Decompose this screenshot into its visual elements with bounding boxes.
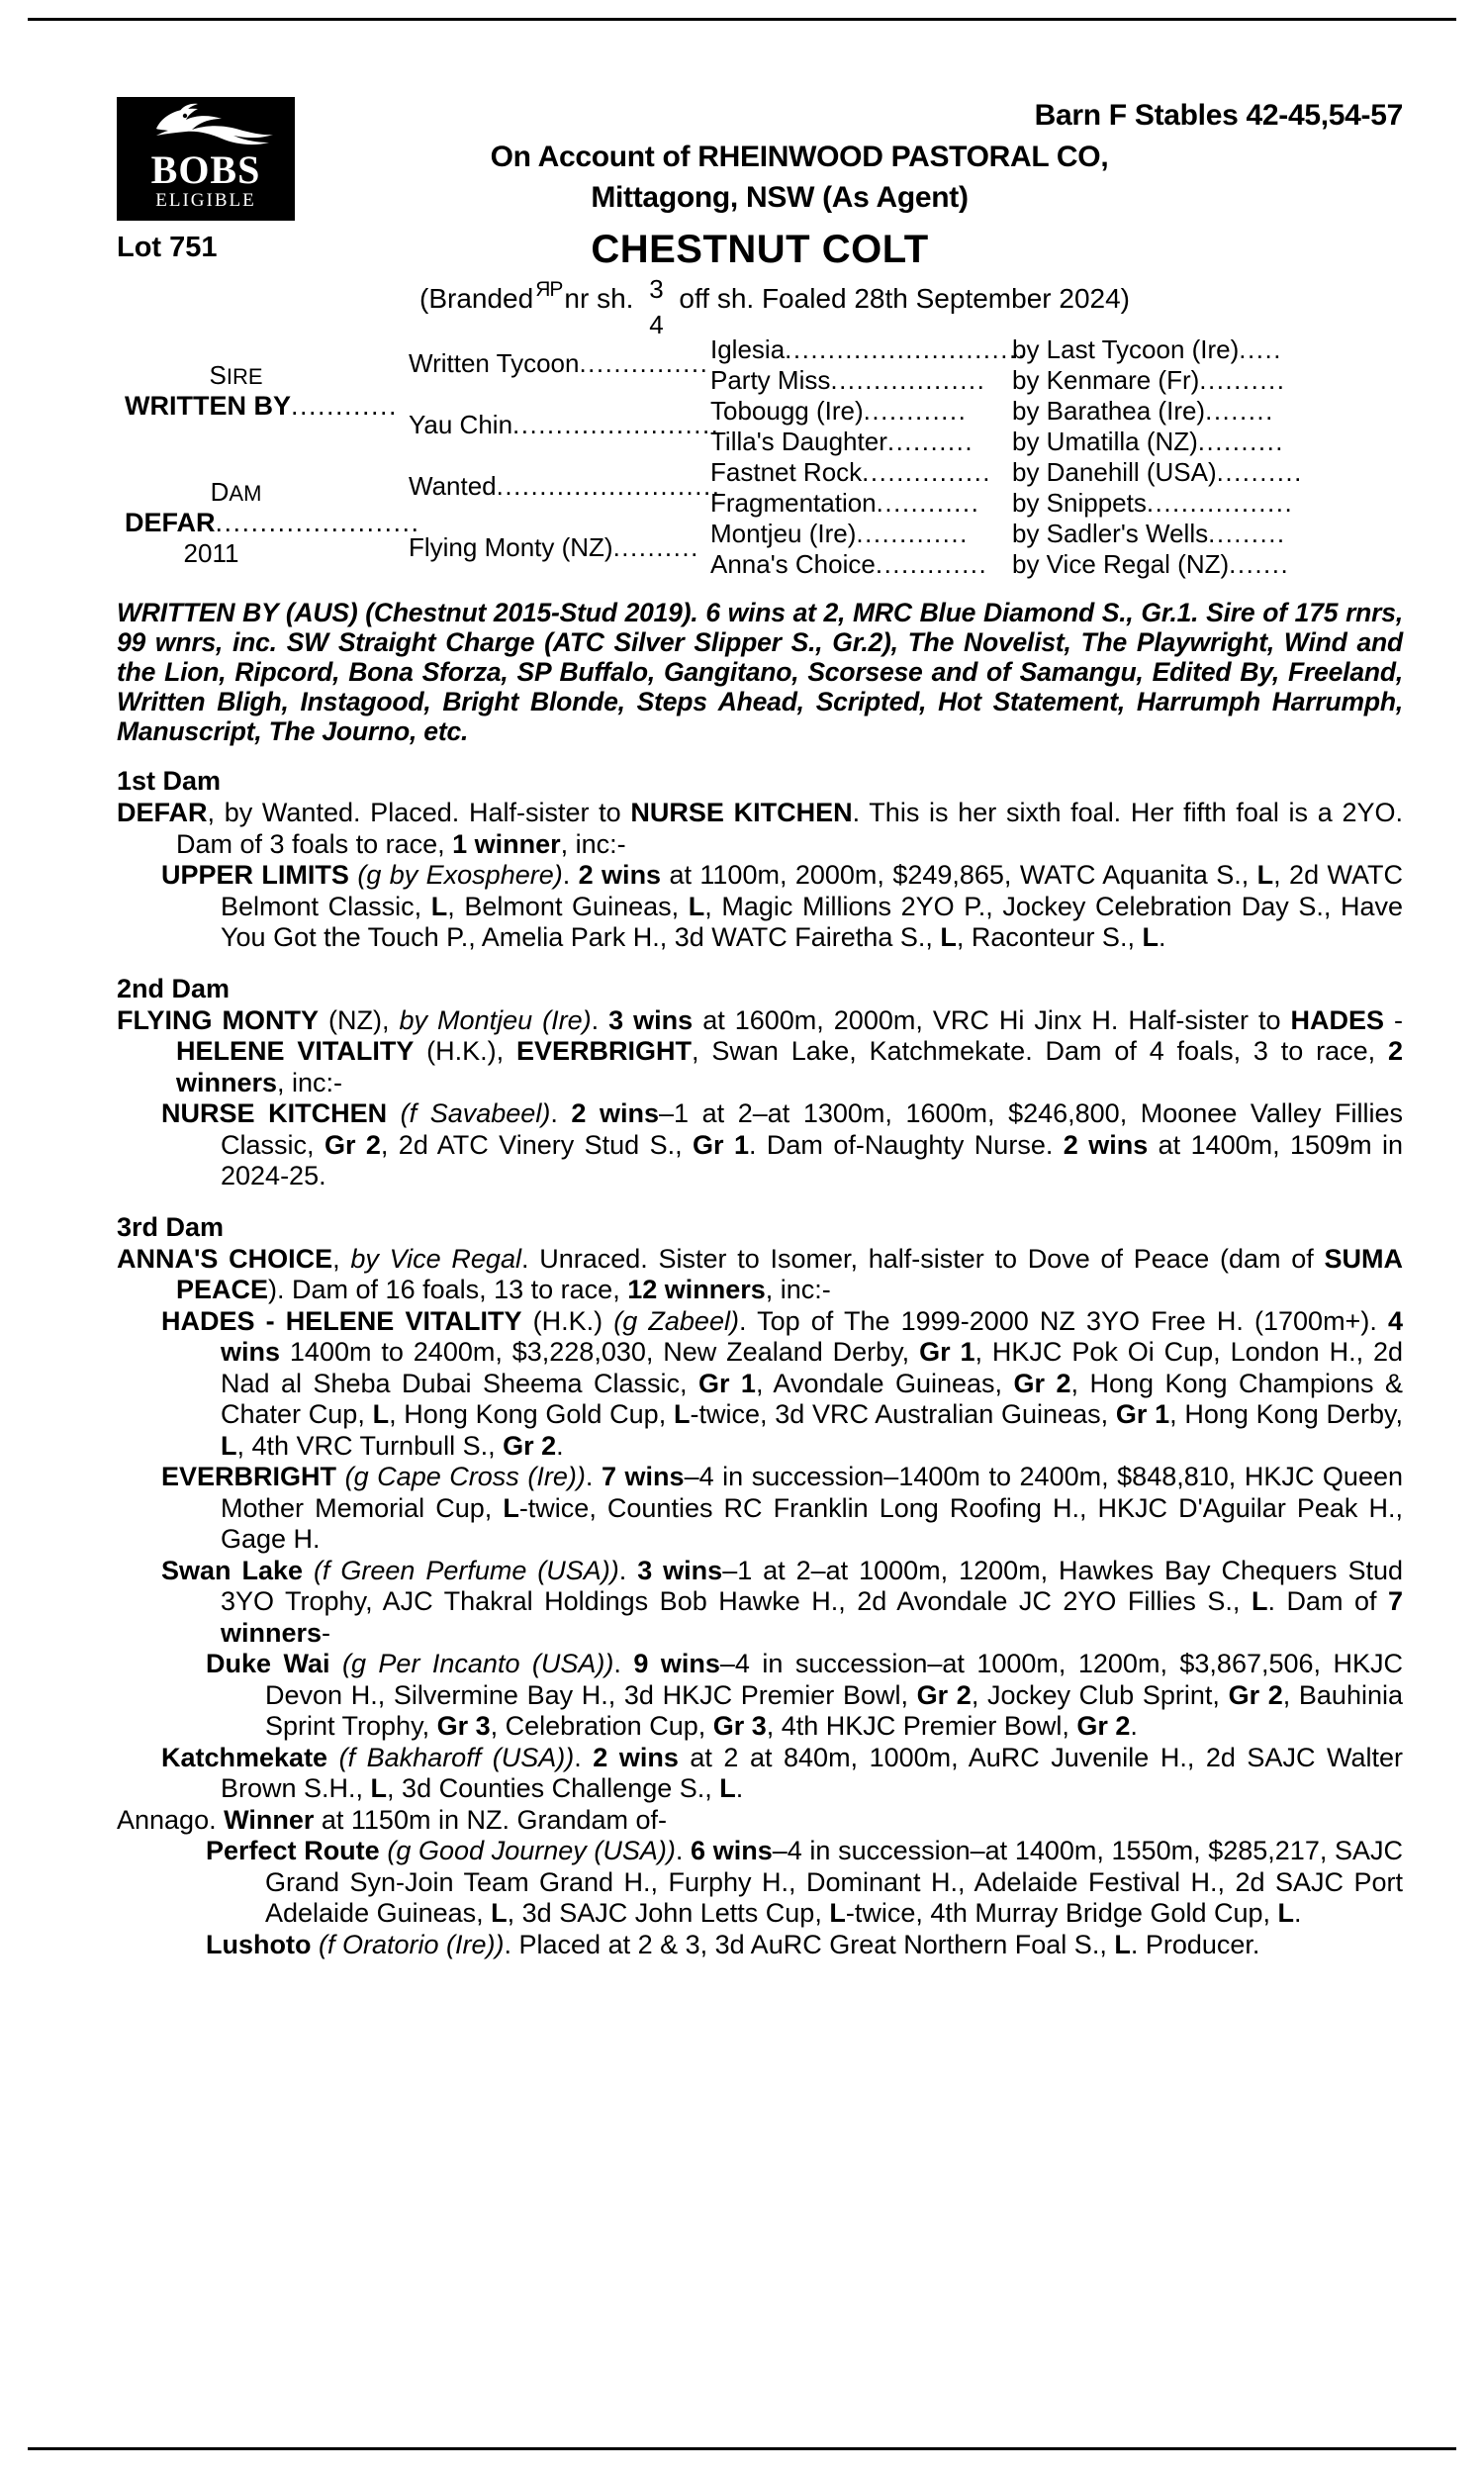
- town-line: Mittagong, NSW (As Agent): [591, 181, 969, 214]
- brand-fraction-denominator: 4: [649, 310, 664, 339]
- progeny-detail-text: . 2 wins at 1100m, 2000m, $249,865, WATC Aquanita S., L, 2d WATC Belmont Classic, L, Belmont Guineas, L, Magic Millions 2YO P., Jockey Celebration Day S., Have You Got the Touch P., Amelia Park H., 3d WATC Fairetha S., L, Raconteur S., L.: [221, 860, 1403, 952]
- bottom-rule: [28, 2447, 1456, 2450]
- pedigree-gen2-2: Wanted..........................: [409, 471, 721, 501]
- third-dam-progeny-0: HADES - HELENE VITALITY (H.K.) (g Zabeel). Top of The 1999-2000 NZ 3YO Free H. (1700m+). 4 wins 1400m to 2400m, $3,228,030, New Zealand Derby, Gr 1, HKJC Pok Oi Cup, London H., 2d Nad al Sheba Dubai Sheema Classic, Gr 1, Avondale Guineas, Gr 2, Hong Kong Champions & Chater Cup, L, Hong Kong Gold Cup, L-twice, 3d VRC Australian Guineas, Gr 1, Hong Kong Derby, L, 4th VRC Turnbull S., Gr 2.: [161, 1305, 1403, 1461]
- bobs-logo-sub: ELIGIBLE: [155, 190, 256, 211]
- page-content: [117, 79, 1403, 1960]
- pedigree-gen3-5: Fragmentation............: [710, 488, 980, 518]
- progeny-detail-text: . 7 wins–4 in succession–1400m to 2400m, $848,810, HKJC Queen Mother Memorial Cup, L-twice, Counties RC Franklin Long Roofing H., HKJC D'Aguilar Peak H., Gage H.: [221, 1462, 1403, 1554]
- pedigree-gen4-4: by Danehill (USA)..........: [1012, 457, 1303, 487]
- sire-label: SIRE: [209, 360, 263, 390]
- pedigree-gen4-6: by Sadler's Wells.........: [1012, 519, 1286, 548]
- progeny-detail-text: . 9 wins–4 in succession–at 1000m, 1200m, $3,867,506, HKJC Devon H., Silvermine Bay H., 3d HKJC Premier Bowl, Gr 2, Jockey Club Sprint, Gr 2, Bauhinia Sprint Trophy, Gr 3, Celebration Cup, Gr 3, 4th HKJC Premier Bowl, Gr 2.: [265, 1649, 1403, 1741]
- pedigree-gen2-3: Flying Monty (NZ)..........: [409, 532, 699, 562]
- third-dam-progeny-3: Duke Wai (g Per Incanto (USA)). 9 wins–4 in succession–at 1000m, 1200m, $3,867,506, HKJC Devon H., Silvermine Bay H., 3d HKJC Premier Bowl, Gr 2, Jockey Club Sprint, Gr 2, Bauhinia Sprint Trophy, Gr 3, Celebration Cup, Gr 3, 4th HKJC Premier Bowl, Gr 2.: [206, 1649, 1403, 1741]
- pedigree-gen4-3: by Umatilla (NZ)..........: [1012, 427, 1285, 456]
- pedigree-gen3-4: Fastnet Rock...............: [710, 457, 992, 487]
- third-dam-progeny-6: Perfect Route (g Good Journey (USA)). 6 wins–4 in succession–at 1400m, 1550m, $285,217, SAJC Grand Syn-Join Team Grand H., Furphy H., Dominant H., Adelaide Festival H., 2d SAJC Port Adelaide Guineas, L, 3d SAJC John Letts Cup, L-twice, 4th Murray Bridge Gold Cup, L.: [206, 1836, 1403, 1928]
- pedigree-gen2-1: Yau Chin........................: [409, 410, 720, 439]
- first-dam-main: DEFAR, by Wanted. Placed. Half-sister to NURSE KITCHEN. This is her sixth foal. Her fifth foal is a 2YO. Dam of 3 foals to race, 1 winner, inc:-: [117, 798, 1403, 859]
- title-row: [117, 228, 1403, 283]
- pedigree-gen3-7: Anna's Choice.............: [710, 549, 988, 579]
- brand-suffix: off sh. Foaled 28th September 2024): [679, 283, 1130, 314]
- brand-fraction: [639, 274, 673, 341]
- third-dam-progeny-2: Swan Lake (f Green Perfume (USA)). 3 wins–1 at 2–at 1000m, 1200m, Hawkes Bay Chequers Stud 3YO Trophy, AJC Thakral Holdings Bob Hawke H., 2d Avondale JC 2YO Fillies S., L. Dam of 7 winners-: [161, 1555, 1404, 1648]
- pedigree-gen4-5: by Snippets.................: [1012, 488, 1294, 518]
- third-dam-heading: 3rd Dam: [117, 1211, 225, 1242]
- dam-name: DEFAR.......................: [125, 508, 420, 537]
- progeny-detail-text: . 2 wins at 2 at 840m, 1000m, AuRC Juvenile H., 2d SAJC Walter Brown S.H., L, 3d Counties Challenge S., L.: [221, 1742, 1403, 1803]
- pedigree-gen4-7: by Vice Regal (NZ).......: [1012, 549, 1290, 579]
- first-dam-heading: 1st Dam: [117, 766, 222, 796]
- pedigree-gen3-2: Tobougg (Ire)............: [710, 396, 968, 426]
- pedigree-table: [117, 334, 1403, 594]
- dam-dots: .......................: [215, 508, 420, 537]
- third-dam-progeny-5: Annago. Winner at 1150m in NZ. Grandam of-: [117, 1804, 668, 1835]
- progeny-detail-text: . 6 wins–4 in succession–at 1400m, 1550m, $285,217, SAJC Grand Syn-Join Team Grand H., Furphy H., Dominant H., Adelaide Festival H., 2d SAJC Port Adelaide Guineas, L, 3d SAJC John Letts Cup, L-twice, 4th Murray Bridge Gold Cup, L.: [265, 1836, 1403, 1928]
- third-dam-progeny-1: EVERBRIGHT (g Cape Cross (Ire)). 7 wins–4 in succession–1400m to 2400m, $848,810, HKJC Queen Mother Memorial Cup, L-twice, Counties RC Franklin Long Roofing H., HKJC D'Aguilar Peak H., Gage H.: [161, 1462, 1403, 1554]
- top-rule: [28, 18, 1456, 21]
- second-dam-progeny-0: NURSE KITCHEN (f Savabeel). 2 wins–1 at 2–at 1300m, 1600m, $246,800, Moonee Valley Fillies Classic, Gr 2, 2d ATC Vinery Stud S., Gr 1. Dam of-Naughty Nurse. 2 wins at 1400m, 1509m in 2024-25.: [161, 1098, 1404, 1190]
- account-line: On Account of RHEINWOOD PASTORAL CO,: [490, 141, 1109, 173]
- progeny-detail-text: Winner at 1150m in NZ. Grandam of-: [224, 1804, 668, 1835]
- sire-summary-paragraph: WRITTEN BY (AUS) (Chestnut 2015-Stud 2019). 6 wins at 2, MRC Blue Diamond S., Gr.1. Sire of 175 rnrs, 99 wnrs, inc. SW Straight Charge (ATC Silver Slipper S., Gr.2), The Novelist, The Playwright, Wind and the Lion, Ripcord, Bona Sforza, SP Buffalo, Gangitano, Scorsese and of Samangu, Edited By, Freeland, Written Bligh, Instagood, Bright Blonde, Steps Ahead, Scripted, Hot Statement, Harrumph Harrumph, Manuscript, The Journo, etc.: [117, 598, 1403, 746]
- branding-line: [117, 274, 1403, 342]
- pedigree-gen4-0: by Last Tycoon (Ire).....: [1012, 334, 1282, 364]
- brand-mid: nr sh.: [564, 283, 634, 314]
- progeny-detail-text: . Placed at 2 & 3, 3d AuRC Great Northern Foal S., L. Producer.: [504, 1929, 1260, 1959]
- bobs-logo-word: BOBS: [150, 147, 261, 192]
- third-dam-main: ANNA'S CHOICE, by Vice Regal. Unraced. Sister to Isomer, half-sister to Dove of Peace (dam of SUMA PEACE). Dam of 16 foals, 13 to race, 12 winners, inc:-: [117, 1243, 1403, 1304]
- second-dam-heading: 2nd Dam: [117, 973, 231, 1003]
- pedigree-gen4-1: by Kenmare (Fr)..........: [1012, 365, 1286, 395]
- third-dam-progeny-7: Lushoto (f Oratorio (Ire)). Placed at 2 & 3, 3d AuRC Great Northern Foal S., L. Producer.: [206, 1929, 1260, 1959]
- dam-year: 2011: [183, 538, 239, 568]
- progeny-detail-text: . Top of The 1999-2000 NZ 3YO Free H. (1700m+). 4 wins 1400m to 2400m, $3,228,030, New Zealand Derby, Gr 1, HKJC Pok Oi Cup, London H., 2d Nad al Sheba Dubai Sheema Classic, Gr 1, Avondale Guineas, Gr 2, Hong Kong Champions & Chater Cup, L, Hong Kong Gold Cup, L-twice, 3d VRC Australian Guineas, Gr 1, Hong Kong Derby, L, 4th VRC Turnbull S., Gr 2.: [221, 1305, 1403, 1461]
- second-dam-main: FLYING MONTY (NZ), by Montjeu (Ire). 3 wins at 1600m, 2000m, VRC Hi Jinx H. Half-sister to HADES - HELENE VITALITY (H.K.), EVERBRIGHT, Swan Lake, Katchmekate. Dam of 4 foals, 3 to race, 2 winners, inc:-: [117, 1004, 1404, 1097]
- page-title: CHESTNUT COLT: [591, 228, 929, 271]
- pedigree-gen3-1: Party Miss..................: [710, 365, 986, 395]
- pedigree-gen3-6: Montjeu (Ire).............: [710, 519, 969, 548]
- page-header: [117, 79, 1403, 228]
- first-dam-progeny-0: UPPER LIMITS (g by Exosphere). 2 wins at 1100m, 2000m, $249,865, WATC Aquanita S., L, 2d WATC Belmont Classic, L, Belmont Guineas, L, Magic Millions 2YO P., Jockey Celebration Day S., Have You Got the Touch P., Amelia Park H., 3d WATC Fairetha S., L, Raconteur S., L.: [161, 860, 1403, 952]
- pedigree-gen2-0: Written Tycoon...............: [409, 348, 709, 378]
- progeny-detail-text: . 3 wins–1 at 2–at 1000m, 1200m, Hawkes Bay Chequers Stud 3YO Trophy, AJC Thakral Holdings Bob Hawke H., 2d Avondale JC 2YO Fillies S., L. Dam of 7 winners-: [221, 1555, 1404, 1648]
- third-dam-progeny-4: Katchmekate (f Bakharoff (USA)). 2 wins at 2 at 840m, 1000m, AuRC Juvenile H., 2d SAJC Walter Brown S.H., L, 3d Counties Challenge S., L.: [161, 1742, 1403, 1803]
- barn-stables-line: Barn F Stables 42-45,54-57: [1034, 99, 1403, 132]
- pedigree-gen4-2: by Barathea (Ire)........: [1012, 396, 1274, 426]
- brand-prefix: (Branded: [419, 283, 534, 314]
- sire-name: WRITTEN BY............: [125, 391, 399, 421]
- pedigree-gen3-0: Iglesia............................: [710, 334, 1027, 364]
- pedigree-gen3-3: Tilla's Daughter..........: [710, 427, 974, 456]
- sire-dots: ............: [291, 391, 399, 421]
- lot-number: Lot 751: [117, 232, 218, 263]
- brand-fraction-numerator: 3: [649, 274, 664, 304]
- brand-symbol: ЯP: [535, 278, 563, 301]
- dam-label: DAM: [210, 477, 262, 507]
- progeny-detail-text: . 2 wins–1 at 2–at 1300m, 1600m, $246,800, Moonee Valley Fillies Classic, Gr 2, 2d ATC Vinery Stud S., Gr 1. Dam of-Naughty Nurse. 2 wins at 1400m, 1509m in 2024-25.: [221, 1098, 1404, 1190]
